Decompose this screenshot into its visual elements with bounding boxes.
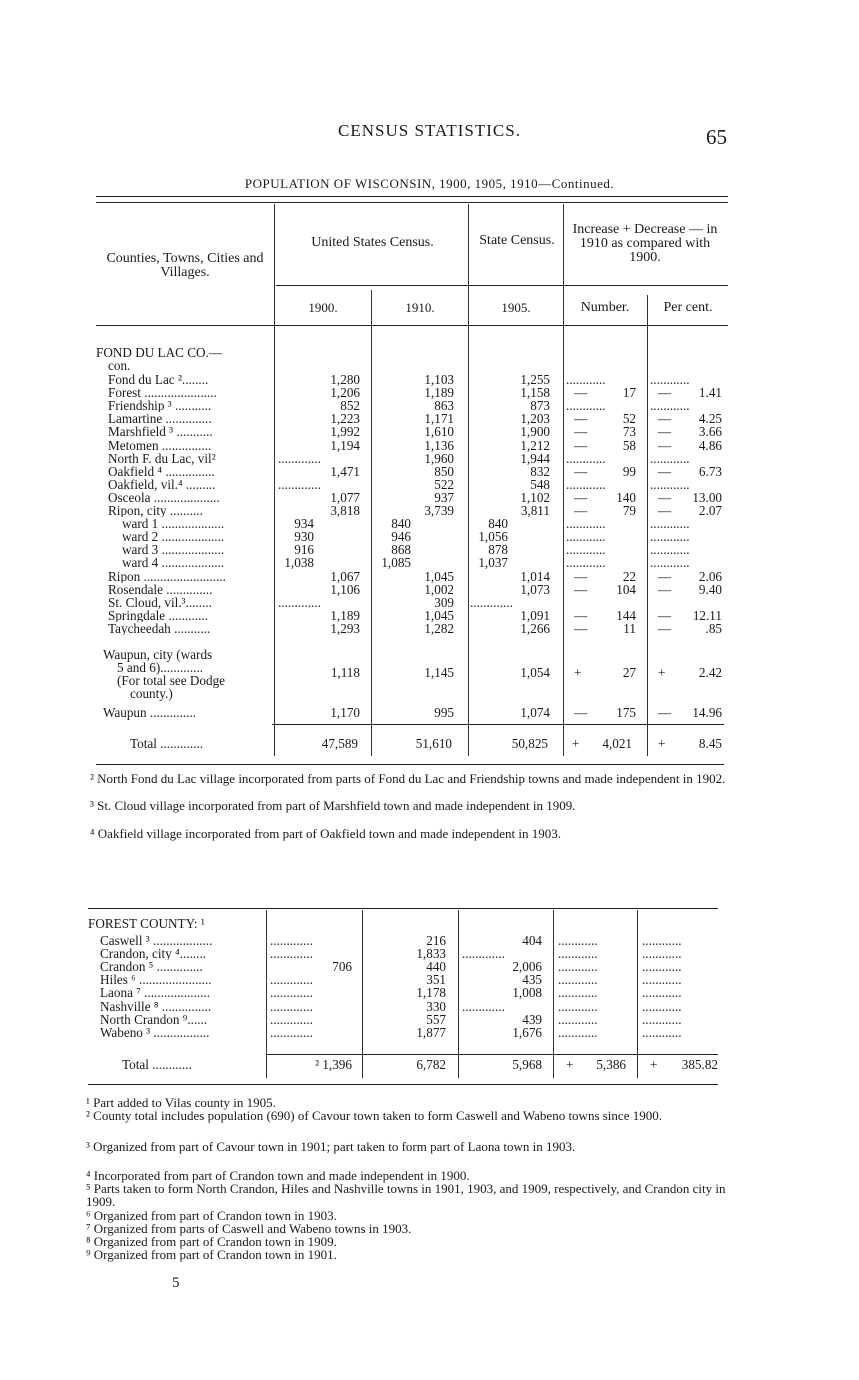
cell-number-dots: ............	[566, 542, 606, 558]
subheader-1900: 1900.	[308, 300, 338, 315]
cell-1905: 1,091	[520, 607, 550, 623]
cell-1905: 2,006	[512, 959, 542, 975]
cell-1900-dots: .............	[278, 594, 321, 610]
cell-1905-dots: .............	[462, 998, 505, 1014]
fond-heading: FOND DU LAC CO.—	[96, 345, 223, 360]
cell-1900: 1,170	[330, 705, 360, 720]
table-row	[0, 439, 859, 452]
footnote: ⁷ Organized from parts of Caswell and Wabeno towns in 1903.	[86, 1221, 412, 1236]
cell-pct-sign: +	[658, 736, 666, 751]
row-name: Hiles ⁶ ......................	[100, 973, 212, 987]
cell-percent: 2.07	[698, 503, 722, 518]
row-name: Marshfield ³ ...........	[108, 425, 213, 439]
cell-1910: 522	[434, 476, 454, 492]
table-top-rule-2	[96, 202, 728, 203]
cell-pct-sign: —	[658, 424, 672, 440]
cell-percent: 1.41	[698, 385, 722, 401]
table-row	[0, 960, 859, 973]
cell-1910: 1,189	[424, 385, 454, 401]
cell-1900-ward: 934	[294, 516, 314, 532]
cell-1900-dots: .............	[278, 476, 321, 492]
row-name: Oakfield ⁴ ...............	[108, 464, 215, 478]
cell-1910: 440	[426, 959, 446, 975]
footnote: ² North Fond du Lac village incorporated from parts of Fond du Lac and Friendship towns and made independent in 1902.	[90, 771, 726, 786]
cell-1900: 1,206	[330, 385, 360, 401]
table-row	[0, 491, 859, 504]
cell-1910: 1,877	[416, 1024, 446, 1040]
row-name: Waupun ..............	[103, 705, 197, 720]
cell-1905: 1,212	[520, 437, 550, 453]
cell-1905: 439	[522, 1011, 542, 1027]
cell-1900: 706	[332, 959, 352, 975]
table-row	[0, 973, 859, 986]
row-name: ward 2 ...................	[122, 530, 225, 544]
cell-percent: 14.96	[692, 705, 722, 720]
cell-1905: 1,944	[520, 450, 550, 466]
cell-1910: 51,610	[415, 736, 452, 751]
cell-1910: 6,782	[416, 1057, 446, 1072]
table-row	[0, 1000, 859, 1013]
cell-number-dots: ............	[558, 933, 598, 948]
row-name: Total ............	[122, 1057, 192, 1072]
cell-percent: 2.06	[698, 568, 722, 584]
cell-1910-ward: 1,085	[381, 555, 411, 571]
cell-pct-sign: —	[658, 489, 672, 505]
table-row	[0, 947, 859, 960]
cell-1900: 1,471	[330, 463, 360, 479]
waupun-city-label-4: county.)	[130, 686, 173, 701]
cell-1910-ward: 868	[391, 542, 411, 558]
cell-percent-dots: ............	[650, 555, 690, 571]
cell-percent-dots: ............	[642, 946, 682, 962]
cell-1905: 3,811	[520, 503, 550, 518]
cell-number: 22	[622, 568, 636, 584]
cell-1905-ward: 1,037	[478, 555, 508, 571]
cell-number: 27	[622, 665, 636, 680]
cell-sign: —	[574, 424, 588, 440]
cell-1905-dots: .............	[470, 594, 513, 610]
cell-percent-dots: ............	[650, 516, 690, 532]
cell-pct-sign: +	[650, 1057, 658, 1072]
table-row	[0, 1026, 859, 1039]
cell-number: 52	[622, 411, 636, 427]
cell-1910: 1,145	[424, 665, 454, 680]
waupun-city-label-3: (For total see Dodge	[117, 673, 226, 688]
cell-pct-sign: —	[658, 620, 672, 636]
footnote: ⁶ Organized from part of Crandon town in 1903.	[86, 1208, 337, 1223]
cell-1900-dots: .............	[270, 946, 313, 962]
footnote: ³ Organized from part of Cavour town in 1901; part taken to form part of Laona town in 1903.	[86, 1139, 576, 1154]
forest-bottom-rule	[88, 1084, 718, 1085]
cell-1910-ward: 840	[391, 516, 411, 532]
table-row	[0, 1013, 859, 1026]
table-row	[0, 706, 859, 719]
cell-sign: —	[574, 489, 588, 505]
waupun-city-label-1: Waupun, city (wards	[103, 647, 213, 662]
header-mid-rule	[276, 285, 728, 286]
cell-1910: 1,103	[424, 372, 454, 387]
row-name: Metomen ...............	[108, 438, 212, 452]
cell-1905: 832	[530, 463, 550, 479]
cell-1900: 3,818	[330, 503, 360, 518]
cell-1900: 1,067	[330, 568, 360, 584]
table-row	[0, 412, 859, 425]
cell-sign: —	[574, 503, 588, 518]
cell-sign: —	[574, 385, 588, 401]
row-name: Laona ⁷ ....................	[100, 986, 211, 1000]
cell-pct-sign: —	[658, 437, 672, 453]
cell-percent-dots: ............	[650, 529, 690, 545]
cell-pct-sign: +	[658, 665, 666, 680]
cell-1905: 1,073	[520, 581, 550, 597]
cell-1910: 351	[426, 972, 446, 988]
cell-1900: 1,293	[330, 620, 360, 636]
subheader-number: Number.	[580, 300, 630, 315]
cell-pct-sign: —	[658, 503, 672, 518]
header-us-census: United States Census.	[311, 235, 434, 250]
cell-number: 99	[622, 463, 636, 479]
row-name: Springdale ............	[108, 608, 208, 622]
cell-1905: 50,825	[511, 736, 548, 751]
cell-number: 144	[616, 607, 636, 623]
cell-number-dots: ............	[558, 998, 598, 1014]
forest-top-rule	[88, 908, 718, 909]
cell-1905: 404	[522, 933, 542, 948]
cell-1900: 1,223	[330, 411, 360, 427]
cell-1905: 1,008	[512, 985, 542, 1001]
cell-pct-sign: —	[658, 385, 672, 401]
table-row	[0, 465, 859, 478]
cell-1910: 330	[426, 998, 446, 1014]
cell-number: 5,386	[596, 1057, 626, 1072]
cell-1905: 1,054	[520, 665, 550, 680]
table-row	[0, 556, 859, 569]
cell-1905-ward: 840	[488, 516, 508, 532]
cell-number: 140	[616, 489, 636, 505]
table-bottom-rule	[96, 764, 724, 765]
total-row	[0, 737, 859, 750]
cell-number-dots: ............	[558, 1011, 598, 1027]
row-name: Ripon .........................	[108, 569, 226, 583]
cell-1910: 1,045	[424, 607, 454, 623]
header-increase: Increase + Decrease — in 1910 as compared with 1900.	[572, 222, 718, 265]
table-row	[0, 986, 859, 999]
forest-heading: FOREST COUNTY: ¹	[88, 916, 205, 931]
cell-1910: 216	[426, 933, 446, 948]
cell-1900: 852	[340, 398, 360, 414]
subheader-1905: 1905.	[501, 300, 531, 315]
row-name: North F. du Lac, vil²	[108, 451, 216, 465]
cell-1905-ward: 878	[488, 542, 508, 558]
cell-sign: —	[574, 411, 588, 427]
cell-sign: —	[574, 607, 588, 623]
cell-1905: 1,102	[520, 489, 550, 505]
cell-number: 104	[616, 581, 636, 597]
cell-1905: 1,203	[520, 411, 550, 427]
cell-percent-dots: ............	[642, 1011, 682, 1027]
cell-number-dots: ............	[566, 398, 606, 414]
cell-percent: 12.11	[692, 607, 722, 623]
cell-number-dots: ............	[566, 450, 606, 466]
cell-1900: 1,189	[330, 607, 360, 623]
cell-1905: 873	[530, 398, 550, 414]
fond-heading-con: con.	[108, 358, 131, 373]
cell-1905: 1,014	[520, 568, 550, 584]
cell-number: 73	[622, 424, 636, 440]
cell-1900: 1,194	[330, 437, 360, 453]
cell-number: 175	[616, 705, 636, 720]
cell-number: 79	[622, 503, 636, 518]
cell-percent-dots: ............	[642, 933, 682, 948]
cell-sign: —	[574, 568, 588, 584]
cell-1900: 47,589	[321, 736, 358, 751]
cell-1910: 1,282	[424, 620, 454, 636]
cell-percent: 8.45	[698, 736, 722, 751]
row-name: ward 4 ...................	[122, 556, 225, 570]
cell-1900-dots: .............	[270, 972, 313, 988]
cell-percent-dots: ............	[650, 542, 690, 558]
row-name: Fond du Lac ²........	[108, 373, 209, 386]
table-row	[0, 596, 859, 609]
cell-1910: 3,739	[424, 503, 454, 518]
cell-1905: 548	[530, 476, 550, 492]
table-row	[0, 478, 859, 491]
table-row	[0, 425, 859, 438]
row-name: St. Cloud, vil.³........	[108, 595, 212, 609]
cell-percent-dots: ............	[650, 398, 690, 414]
cell-number: 11	[623, 620, 636, 636]
cell-1900-ward: 930	[294, 529, 314, 545]
footnote: ² County total includes population (690) of Cavour town taken to form Caswell and Wabeno towns since 1900.	[86, 1108, 662, 1123]
cell-percent: 13.00	[692, 489, 722, 505]
cell-number-dots: ............	[558, 972, 598, 988]
cell-sign: +	[572, 736, 580, 751]
forest-total-rule	[266, 1054, 718, 1055]
cell-percent: 385.82	[681, 1057, 718, 1072]
cell-1900-ward: 916	[294, 542, 314, 558]
cell-1905: 1,676	[512, 1024, 542, 1040]
table-row	[0, 609, 859, 622]
table-row	[0, 517, 859, 530]
row-name: Nashville ⁸ ...............	[100, 999, 212, 1013]
cell-1910: 1,171	[424, 411, 454, 427]
cell-1900-dots: .............	[270, 998, 313, 1014]
cell-1900-dots: .............	[270, 933, 313, 948]
row-name: Osceola ....................	[108, 490, 220, 504]
cell-percent: 4.86	[698, 437, 722, 453]
cell-1900-dots: .............	[270, 985, 313, 1001]
cell-number-dots: ............	[566, 529, 606, 545]
cell-percent-dots: ............	[642, 1024, 682, 1040]
cell-1900: 1,992	[330, 424, 360, 440]
header-counties: Counties, Towns, Cities and Villages.	[106, 251, 264, 280]
cell-1905: 1,158	[520, 385, 550, 401]
header-state-census: State Census.	[479, 233, 555, 248]
cell-number-dots: ............	[558, 985, 598, 1001]
cell-number: 58	[622, 437, 636, 453]
footnote: ³ St. Cloud village incorporated from part of Marshfield town and made independent in 1909.	[90, 798, 576, 813]
cell-sign: —	[574, 705, 588, 720]
cell-1910: 863	[434, 398, 454, 414]
cell-1905: 1,074	[520, 705, 550, 720]
cell-1900-dots: .............	[270, 1024, 313, 1040]
cell-number-dots: ............	[566, 516, 606, 532]
cell-1900: 1,118	[330, 665, 360, 680]
cell-percent-dots: ............	[642, 998, 682, 1014]
footnote: ⁸ Organized from part of Crandon town in 1909.	[86, 1234, 337, 1249]
table-row	[0, 452, 859, 465]
forest-total-row	[0, 1058, 859, 1071]
footnote: ⁵ Parts taken to form North Crandon, Hiles and Nashville towns in 1901, 1903, and 1909, respectively, and Crandon city in 1909.	[86, 1181, 726, 1209]
cell-1910: 995	[434, 705, 454, 720]
table-row	[0, 934, 859, 947]
table-row	[0, 530, 859, 543]
table-row	[0, 504, 859, 517]
table-title: POPULATION OF WISCONSIN, 1900, 1905, 1910—Continued.	[244, 176, 615, 191]
row-name: ward 3 ...................	[122, 543, 225, 557]
row-name: Friendship ³ ...........	[108, 399, 212, 413]
cell-1905: 5,968	[512, 1057, 542, 1072]
cell-percent: 4.25	[698, 411, 722, 427]
row-name: Total .............	[130, 736, 204, 751]
table-row	[0, 399, 859, 412]
cell-sign: —	[574, 463, 588, 479]
cell-1910: 1,833	[416, 946, 446, 962]
cell-1910: 309	[434, 594, 454, 610]
cell-1910: 937	[434, 489, 454, 505]
cell-1900: ² 1,396	[315, 1057, 352, 1072]
cell-percent: .85	[705, 620, 722, 636]
cell-percent-dots: ............	[642, 959, 682, 975]
row-name: North Crandon ⁹......	[100, 1012, 208, 1026]
cell-1910: 1,136	[424, 437, 454, 453]
cell-sign: —	[574, 437, 588, 453]
footnote: ⁹ Organized from part of Crandon town in 1901.	[86, 1247, 337, 1262]
cell-pct-sign: —	[658, 411, 672, 427]
footnote: ⁴ Oakfield village incorporated from part of Oakfield town and made independent in 1903.	[90, 826, 561, 841]
cell-percent: 3.66	[698, 424, 722, 440]
cell-1910: 1,610	[424, 424, 454, 440]
cell-percent-dots: ............	[650, 450, 690, 466]
running-head: CENSUS STATISTICS.	[338, 121, 521, 140]
cell-sign: +	[574, 665, 582, 680]
cell-sign: —	[574, 620, 588, 636]
cell-number-dots: ............	[558, 1024, 598, 1040]
cell-1900: 1,280	[330, 372, 360, 387]
cell-1910: 850	[434, 463, 454, 479]
signature-mark: 5	[172, 1275, 180, 1291]
cell-percent-dots: ............	[650, 372, 690, 387]
footnote: ¹ Part added to Vilas county in 1905.	[86, 1095, 276, 1110]
cell-1900: 1,077	[330, 489, 360, 505]
header-bottom-rule	[96, 325, 728, 326]
row-name: Caswell ³ ..................	[100, 934, 213, 947]
total-rule	[272, 724, 724, 725]
cell-number-dots: ............	[566, 476, 606, 492]
cell-1900-dots: .............	[278, 450, 321, 466]
row-name: Ripon, city ..........	[108, 504, 203, 517]
cell-1910-ward: 946	[391, 529, 411, 545]
cell-percent-dots: ............	[642, 972, 682, 988]
table-top-rule	[96, 196, 728, 197]
cell-1900-ward: 1,038	[284, 555, 314, 571]
cell-1905-dots: .............	[462, 946, 505, 962]
cell-pct-sign: —	[658, 568, 672, 584]
cell-1900-dots: .............	[270, 1011, 313, 1027]
cell-number-dots: ............	[566, 372, 606, 387]
cell-sign: —	[574, 581, 588, 597]
table-row	[0, 386, 859, 399]
cell-percent-dots: ............	[650, 476, 690, 492]
page-number: 65	[706, 125, 727, 149]
table-row	[0, 543, 859, 556]
row-name: Crandon ⁵ ..............	[100, 960, 203, 974]
footnote: ⁴ Incorporated from part of Crandon town and made independent in 1900.	[86, 1168, 470, 1183]
subheader-1910: 1910.	[405, 300, 435, 315]
row-name: Wabeno ³ .................	[100, 1025, 210, 1039]
table-row	[0, 373, 859, 386]
cell-pct-sign: —	[658, 463, 672, 479]
table-row	[0, 570, 859, 583]
row-name: Lamartine ..............	[108, 412, 212, 426]
cell-1905: 1,255	[520, 372, 550, 387]
cell-pct-sign: —	[658, 705, 672, 720]
cell-1905-ward: 1,056	[478, 529, 508, 545]
cell-1910: 1,960	[424, 450, 454, 466]
cell-1900: 1,106	[330, 581, 360, 597]
row-name: ward 1 ...................	[122, 517, 225, 531]
cell-1905: 1,266	[520, 620, 550, 636]
waupun-city-label-2: 5 and 6).............	[117, 660, 204, 675]
cell-1905: 435	[522, 972, 542, 988]
row-name: Taycheedah ...........	[108, 621, 211, 635]
row-name: Crandon, city ⁴........	[100, 947, 207, 961]
cell-number: 4,021	[602, 736, 632, 751]
cell-percent-dots: ............	[642, 985, 682, 1001]
cell-number-dots: ............	[566, 555, 606, 571]
table-row	[0, 622, 859, 635]
table-row	[0, 583, 859, 596]
cell-pct-sign: —	[658, 581, 672, 597]
cell-number-dots: ............	[558, 946, 598, 962]
cell-1910: 557	[426, 1011, 446, 1027]
cell-percent: 2.42	[698, 665, 722, 680]
cell-percent: 9.40	[698, 581, 722, 597]
cell-1910: 1,002	[424, 581, 454, 597]
table-row	[0, 666, 859, 679]
row-name: Rosendale ..............	[108, 582, 213, 596]
cell-pct-sign: —	[658, 607, 672, 623]
cell-1905: 1,900	[520, 424, 550, 440]
cell-1910: 1,178	[416, 985, 446, 1001]
cell-1910: 1,045	[424, 568, 454, 584]
subheader-percent: Per cent.	[663, 300, 713, 315]
cell-percent: 6.73	[698, 463, 722, 479]
row-name: Forest ......................	[108, 386, 217, 400]
cell-number: 17	[622, 385, 636, 401]
cell-sign: +	[566, 1057, 574, 1072]
row-name: Oakfield, vil.⁴ .........	[108, 477, 216, 491]
cell-number-dots: ............	[558, 959, 598, 975]
